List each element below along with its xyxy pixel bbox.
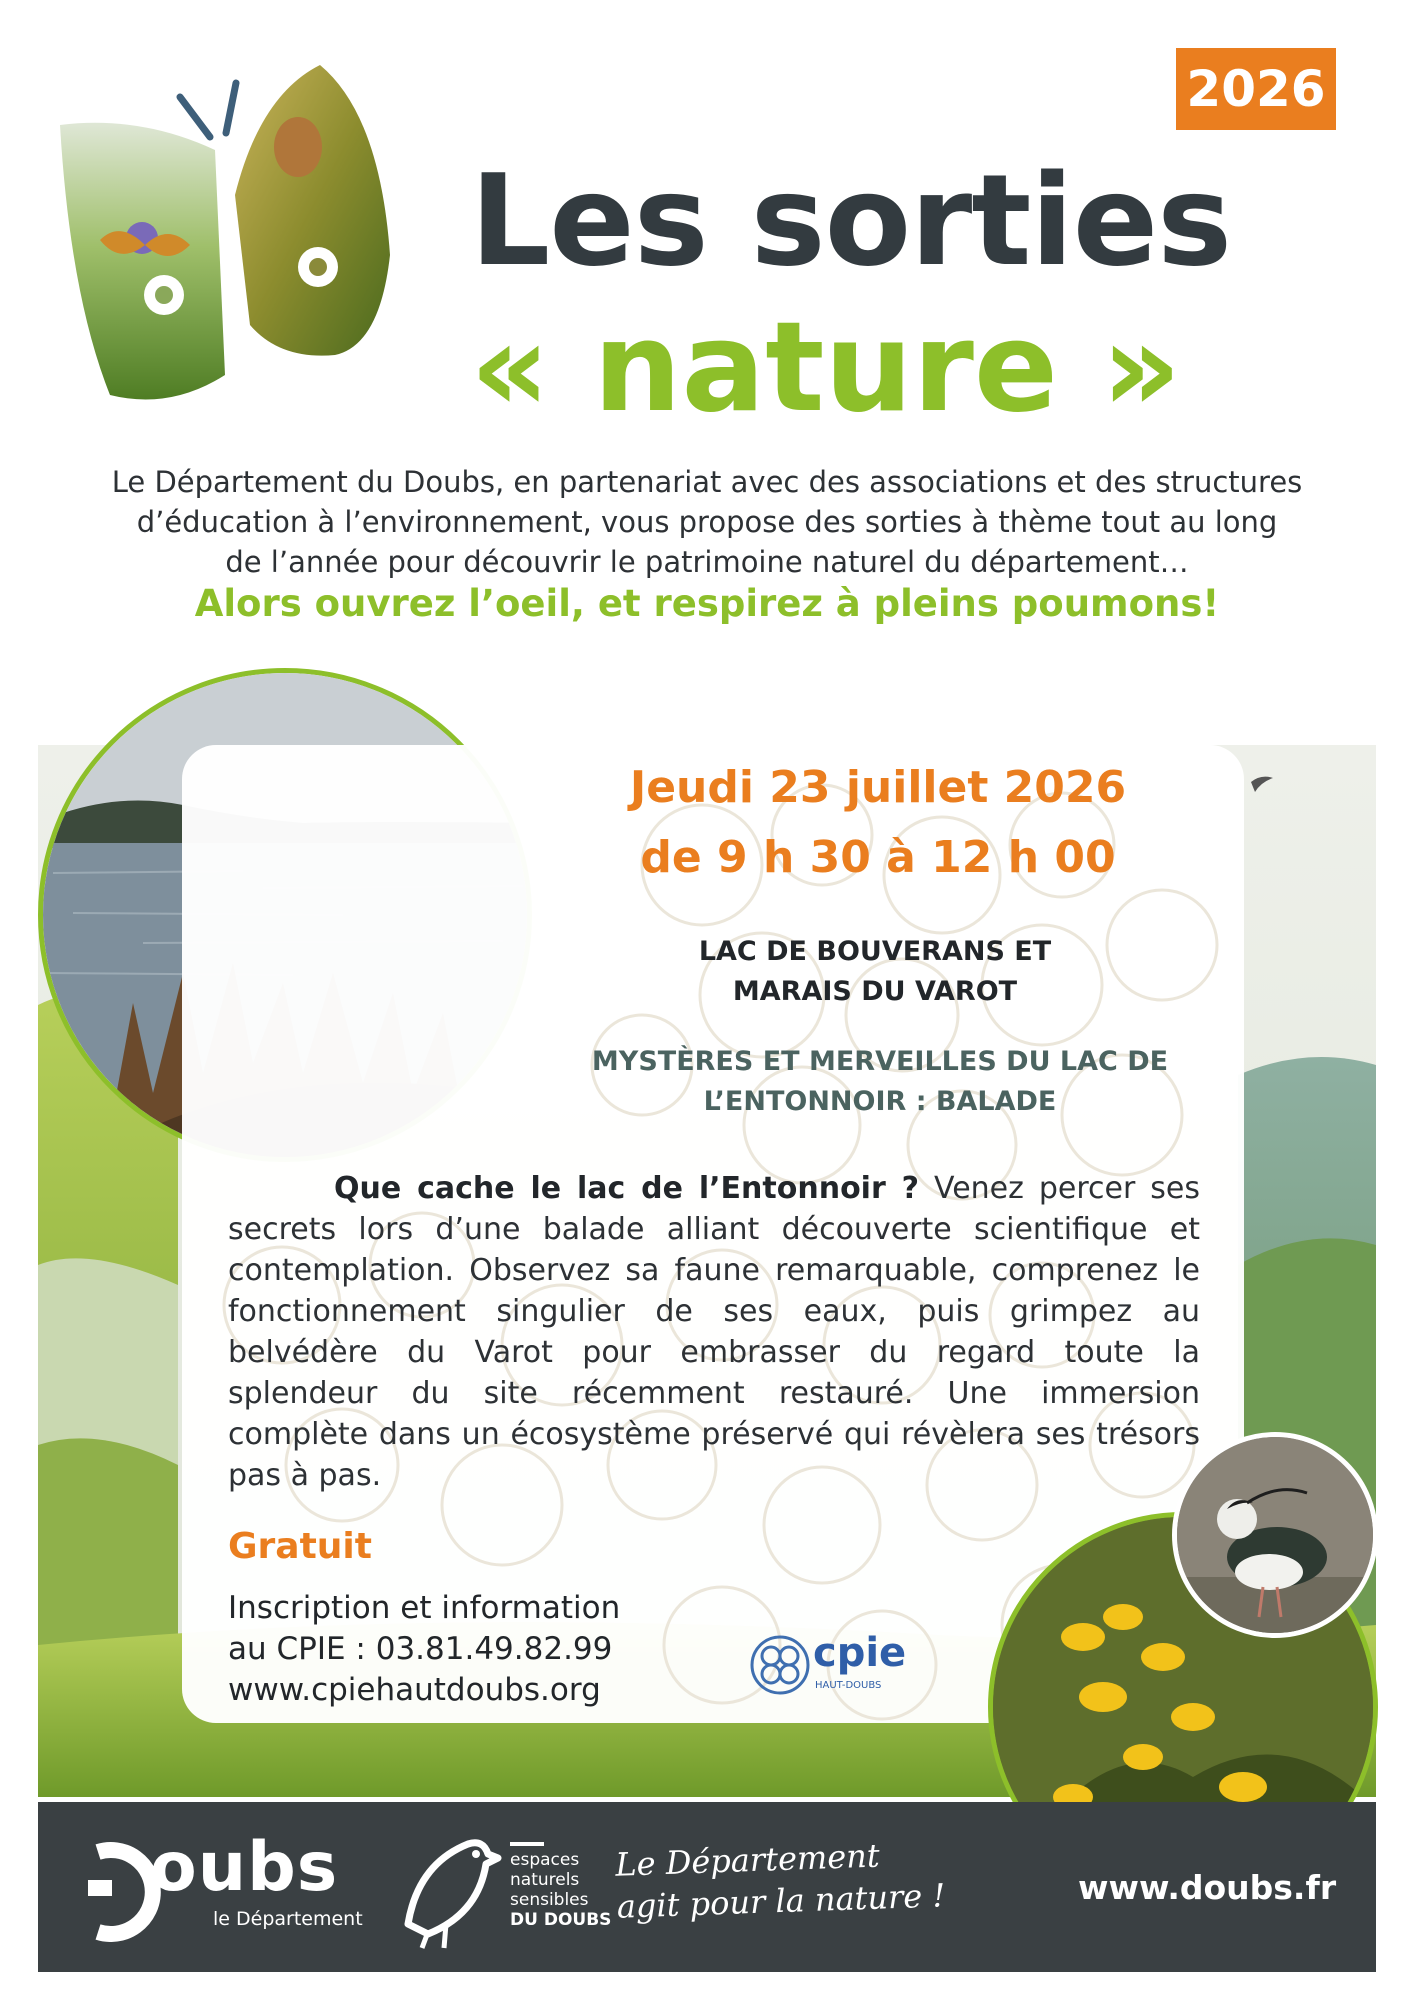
- intro-line: Le Département du Doubs, en partenariat avec des associations et des structures: [111, 465, 1303, 499]
- doubs-subtitle: le Département: [213, 1908, 363, 1930]
- event-time: de 9 h 30 à 12 h 00: [640, 832, 1116, 883]
- description-body: Venez percer ses secrets lors d’une balade alliant découverte scientifique et contemplation. Observez sa faune remarquable, comprenez le fonctionnement singulier de ses eaux, puis grimpez au belvédère du Varot pour embrasser du regard toute la splendeur du site récemment restauré. Une immersion complète dans un écosystème préservé qui révèlera ses trésors pas à pas.: [228, 1171, 1201, 1493]
- ens-label: [510, 1842, 611, 1930]
- footer-slogan: [615, 1832, 946, 1927]
- cpie-logo: [745, 1630, 925, 1700]
- contact-website-link[interactable]: www.cpiehautdoubs.org: [228, 1672, 601, 1708]
- contact-info: [228, 1588, 788, 1711]
- butterfly-logo-icon: [50, 55, 430, 425]
- footer-website-link[interactable]: www.doubs.fr: [1078, 1868, 1337, 1907]
- contact-line: Inscription et information: [228, 1590, 621, 1626]
- ens-line: sensibles: [510, 1890, 589, 1910]
- ens-line: espaces: [510, 1850, 580, 1870]
- event-date: Jeudi 23 juillet 2026: [629, 762, 1127, 813]
- contact-phone: au CPIE : 03.81.49.82.99: [228, 1631, 613, 1667]
- theme-line: L’ENTONNOIR : BALADE: [703, 1086, 1057, 1117]
- theme-line: MYSTÈRES ET MERVEILLES DU LAC DE: [591, 1046, 1169, 1077]
- location-line: MARAIS DU VAROT: [732, 976, 1018, 1007]
- ens-bar: [510, 1842, 544, 1846]
- tagline: Alors ouvrez l’oeil, et respirez à pleins poumons!: [194, 582, 1220, 625]
- footer-bar: [38, 1802, 1376, 1972]
- ens-line: DU DOUBS: [510, 1910, 612, 1930]
- ens-line: naturels: [510, 1870, 580, 1890]
- slogan-line: agit pour la nature !: [616, 1876, 946, 1926]
- cpie-logo-icon: [745, 1630, 815, 1700]
- event-location: [560, 932, 1190, 1012]
- doubs-wordmark: oubs: [150, 1828, 339, 1907]
- title-line2: « nature »: [470, 296, 1182, 440]
- slogan-line: Le Département: [614, 1836, 881, 1884]
- event-description: [228, 1168, 1200, 1496]
- cpie-sub: HAUT-DOUBS: [815, 1680, 882, 1691]
- intro-line: d’éducation à l’environnement, vous propose des sorties à thème tout au long: [136, 505, 1278, 539]
- event-theme: [540, 1042, 1220, 1122]
- year-badge: 2026: [1176, 48, 1336, 130]
- cpie-name: cpie: [813, 1630, 907, 1676]
- title-line1: Les sorties: [470, 147, 1232, 294]
- description-lead: Que cache le lac de l’Entonnoir ?: [334, 1171, 920, 1206]
- lapwing-photo: [1172, 1432, 1378, 1638]
- intro-line: de l’année pour découvrir le patrimoine naturel du département…: [225, 545, 1189, 579]
- location-line: LAC DE BOUVERANS ET: [698, 936, 1052, 967]
- price-label: Gratuit: [228, 1526, 372, 1567]
- bird-logo-icon: [388, 1824, 508, 1950]
- intro-text: [40, 462, 1374, 582]
